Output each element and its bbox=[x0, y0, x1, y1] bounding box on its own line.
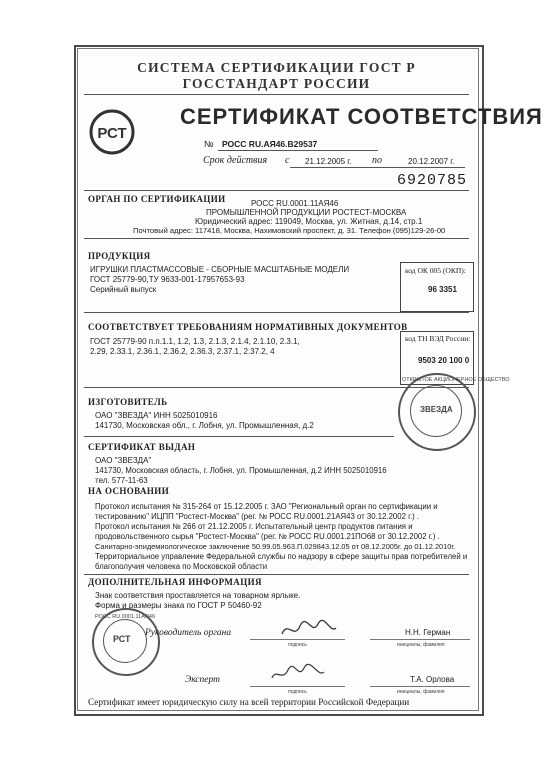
head-name-caption: инициалы, фамилия bbox=[397, 642, 445, 648]
organ-seal-ring-text: РОСС RU.0001.11АЯ46 bbox=[95, 614, 156, 620]
system-title: СИСТЕМА СЕРТИФИКАЦИИ ГОСТ Р bbox=[137, 60, 416, 75]
section-divider-1 bbox=[84, 190, 469, 191]
product-serial: Серийный выпуск bbox=[90, 285, 157, 294]
head-signature-line bbox=[250, 639, 345, 640]
svg-text:РСТ: РСТ bbox=[97, 125, 127, 142]
product-heading: ПРОДУКЦИЯ bbox=[88, 251, 151, 261]
manufacturer-heading: ИЗГОТОВИТЕЛЬ bbox=[88, 397, 168, 407]
tnved-code-label: код ТН ВЭД России: bbox=[405, 334, 471, 343]
blank-serial-number: 6920785 bbox=[397, 172, 468, 189]
number-label: № bbox=[204, 139, 214, 149]
manufacturer-address: 141730, Московская обл., г. Лобня, ул. Промышленная, д.2 bbox=[95, 421, 314, 430]
expert-name: Т.А. Орлова bbox=[410, 675, 455, 684]
expert-signature-icon bbox=[268, 662, 328, 686]
validity-to: 20.12.2007 г. bbox=[408, 157, 455, 166]
conformity-line-1: ГОСТ 25779-90 п.п.1.1, 1.2, 1.3, 2.1.3, 2.1.4, 2.1.10, 2.3.1, bbox=[90, 337, 300, 346]
header-divider bbox=[84, 94, 469, 95]
product-standard: ГОСТ 25779-90,ТУ 9633-001-17957653-93 bbox=[90, 275, 245, 284]
section-divider-6 bbox=[84, 574, 469, 575]
footer-note: Сертификат имеет юридическую силу на всей территории Российской Федерации bbox=[88, 697, 410, 707]
issued-to-phone: тел. 577-11-63 bbox=[95, 476, 148, 485]
organ-heading: ОРГАН ПО СЕРТИФИКАЦИИ bbox=[88, 194, 226, 204]
issued-to-address: 141730, Московская область, г. Лобня, ул. Промышленная, д.2 ИНН 5025010916 bbox=[95, 466, 387, 475]
basis-line-5: Санитарно-эпидемиологическое заключение 50.99.05.963.П.029843.12.05 от 08.12.2005г. до 01.12.2010г. bbox=[95, 542, 456, 551]
manufacturer-name: ОАО "ЗВЕЗДА" ИНН 5025010916 bbox=[95, 411, 218, 420]
validity-underline bbox=[290, 167, 465, 168]
validity-from-label: с bbox=[285, 155, 290, 166]
organ-name: ПРОМЫШЛЕННОЙ ПРОДУКЦИИ РОСТЕСТ-МОСКВА bbox=[206, 208, 407, 217]
head-name-line bbox=[370, 639, 470, 640]
number-underline bbox=[218, 150, 378, 151]
section-divider-2 bbox=[84, 238, 469, 239]
conformity-line-2: 2.29, 2.33.1, 2.36.1, 2.36.2, 2.36.3, 2.37.1, 2.37.2, 4 bbox=[90, 347, 275, 356]
basis-line-2: тестированию" ИЦПП "Ростест-Москва" (рег. № РОСС RU.0001.21АЯ43 от 30.12.2002 г.) . bbox=[95, 512, 420, 521]
basis-line-4: продовольственного сырья "Ростест-Москва" (рег. № РОСС RU.0001.21ПО68 от 30.12.2002 г.) . bbox=[95, 532, 440, 541]
organ-legal-address: Юридический адрес: 119049, Москва, ул. Житная, д.14, стр.1 bbox=[195, 217, 423, 226]
certificate-title: СЕРТИФИКАТ СООТВЕТСТВИЯ bbox=[180, 104, 543, 129]
section-divider-5 bbox=[84, 436, 394, 437]
tnved-code-value: 9503 20 100 0 bbox=[418, 356, 470, 365]
basis-line-3: Протокол испытания № 266 от 21.12.2005 г. Испытательный центр продуктов питания и bbox=[95, 522, 413, 531]
organ-reg-number: РОСС RU.0001.11АЯ46 bbox=[251, 199, 339, 208]
basis-line-7: благополучия человека по Московской области bbox=[95, 562, 268, 571]
extra-line-1: Знак соответствия проставляется на товарном ярлыке. bbox=[95, 591, 301, 600]
validity-to-label: по bbox=[372, 155, 382, 166]
organ-seal-center: РСТ bbox=[113, 634, 131, 644]
company-stamp-ring-text: ОТКРЫТОЕ АКЦИОНЕРНОЕ ОБЩЕСТВО bbox=[402, 377, 510, 383]
company-stamp-center: ЗВЕЗДА bbox=[420, 405, 453, 414]
issued-to-heading: СЕРТИФИКАТ ВЫДАН bbox=[88, 442, 196, 452]
organ-postal-address: Почтовый адрес: 117418, Москва, Нахимовский проспект, д. 31. Телефон (095)129-26-00 bbox=[133, 226, 446, 235]
validity-from: 21.12.2005 г. bbox=[305, 157, 352, 166]
expert-name-line bbox=[370, 686, 470, 687]
issued-to-name: ОАО "ЗВЕЗДА" bbox=[95, 456, 152, 465]
extra-heading: ДОПОЛНИТЕЛЬНАЯ ИНФОРМАЦИЯ bbox=[88, 577, 262, 587]
gosstandart-title: ГОССТАНДАРТ РОССИИ bbox=[182, 76, 371, 91]
head-label: Руководитель органа bbox=[145, 628, 232, 638]
expert-signature-line bbox=[250, 686, 345, 687]
basis-line-1: Протокол испытания № 315-264 от 15.12.2005 г. ЗАО "Региональный орган по сертификации и bbox=[95, 502, 438, 511]
section-divider-3 bbox=[84, 312, 469, 313]
head-signature-caption: подпись bbox=[288, 642, 307, 648]
expert-signature-caption: подпись bbox=[288, 689, 307, 695]
basis-line-6: Территориальное управление Федеральной службы по надзору в сфере защиты прав потребителей и bbox=[95, 552, 468, 561]
okp-code-label: код ОК 005 (ОКП): bbox=[405, 266, 466, 275]
basis-heading: НА ОСНОВАНИИ bbox=[88, 486, 170, 496]
okp-code-value: 96 3351 bbox=[428, 285, 457, 294]
head-name: Н.Н. Герман bbox=[405, 628, 451, 637]
expert-label: Эксперт bbox=[185, 675, 220, 685]
conformity-heading: СООТВЕТСТВУЕТ ТРЕБОВАНИЯМ НОРМАТИВНЫХ ДОКУМЕНТОВ bbox=[88, 322, 408, 332]
rst-logo-icon bbox=[88, 108, 136, 156]
validity-label: Срок действия bbox=[203, 155, 268, 166]
extra-line-2: Форма и размеры знака по ГОСТ Р 50460-92 bbox=[95, 601, 262, 610]
certificate-number: РОСС RU.АЯ46.В29537 bbox=[222, 139, 318, 149]
product-name: ИГРУШКИ ПЛАСТМАССОВЫЕ - СБОРНЫЕ МАСШТАБНЫЕ МОДЕЛИ bbox=[90, 265, 350, 274]
expert-name-caption: инициалы, фамилия bbox=[397, 689, 445, 695]
